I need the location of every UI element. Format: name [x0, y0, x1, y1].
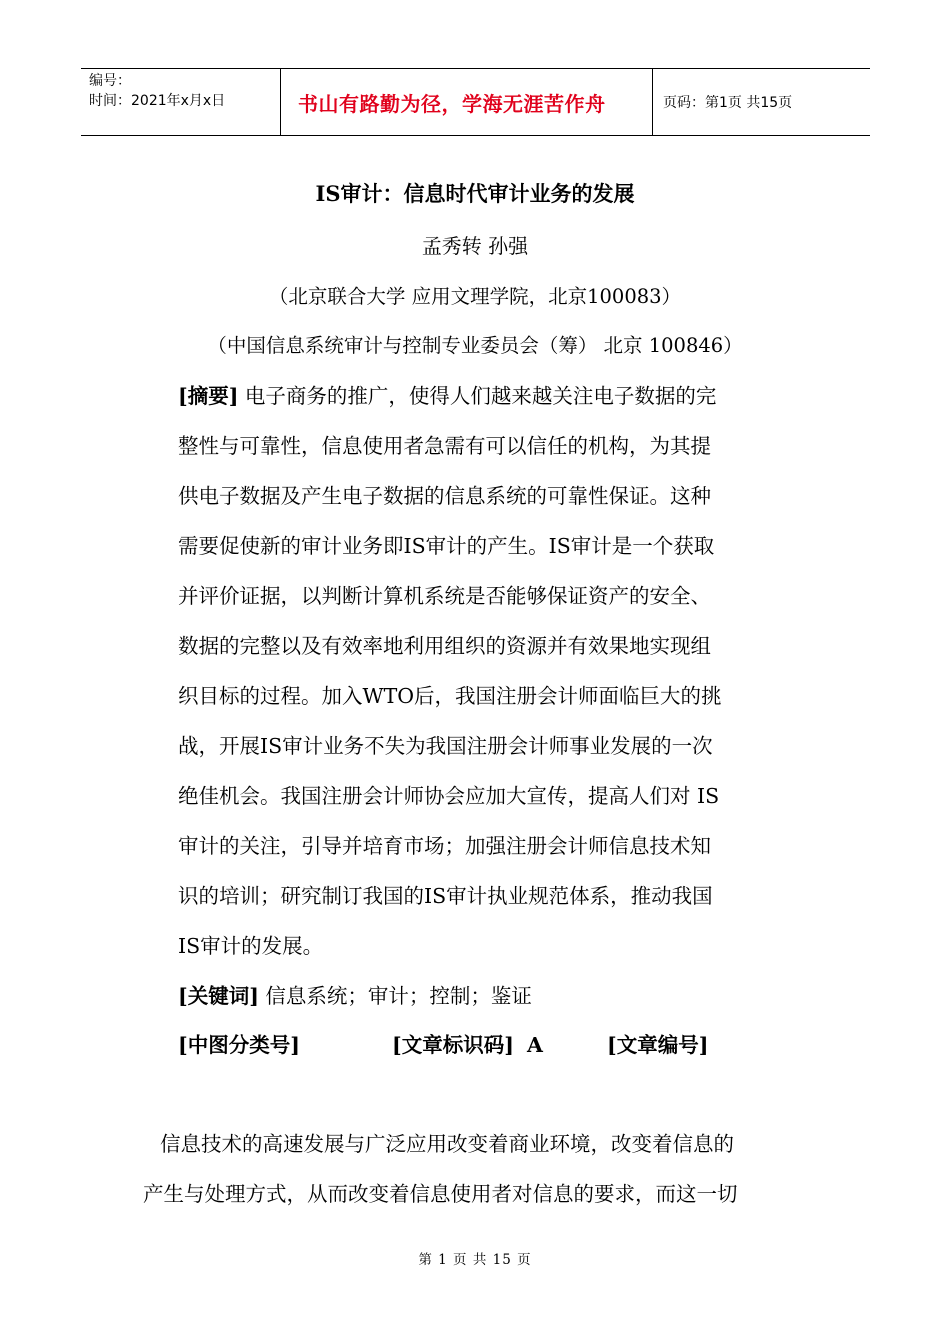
header-motto: 书山有路勤为径，学海无涯苦作舟 [298, 91, 606, 116]
header-page-cell [653, 69, 870, 135]
keywords-label: [关键词] [178, 984, 259, 1008]
body-line: 信息技术的高速发展与广泛应用改变着商业环境，改变着信息的 [160, 1132, 734, 1156]
abstract-line: 审计的关注，引导并培育市场；加强注册会计师信息技术知 [178, 834, 711, 858]
page-footer: 第 1 页 共 15 页 [418, 1252, 532, 1268]
body-line: 产生与处理方式，从而改变着信息使用者对信息的要求，而这一切 [143, 1182, 738, 1206]
header-number: 编号： [89, 73, 131, 89]
abstract-line: 识的培训；研究制订我国的IS审计执业规范体系，推动我国 [178, 884, 713, 908]
article-authors: 孟秀转 孙强 [421, 234, 529, 258]
abstract-line: 数据的完整以及有效率地利用组织的资源并有效果地实现组 [178, 634, 711, 658]
clc-label: [中图分类号] [178, 1033, 300, 1057]
abstract-line [178, 379, 716, 409]
abstract-line: 战，开展IS审计业务不失为我国注册会计师事业发展的一次 [178, 734, 713, 758]
abstract-line: 织目标的过程。加入WTO后，我国注册会计师面临巨大的挑 [178, 684, 722, 708]
page-header [81, 68, 870, 136]
abstract-line: 并评价证据，以判断计算机系统是否能够保证资产的安全、 [178, 584, 711, 608]
article-no-label: [文章编号] [607, 1033, 709, 1057]
article-title: IS审计：信息时代审计业务的发展 [315, 181, 635, 206]
header-time: 时间：2021年x月x日 [89, 93, 226, 109]
header-page-info: 页码：第1页 共15页 [663, 95, 793, 111]
abstract-line: 需要促使新的审计业务即IS审计的产生。IS审计是一个获取 [178, 534, 715, 558]
abstract-text: 电子商务的推广，使得人们越来越关注电子数据的完 [238, 384, 717, 408]
abstract-line: IS审计的发展。 [178, 934, 324, 958]
keywords-line [178, 979, 532, 1009]
affiliation-2: （中国信息系统审计与控制专业委员会（筹） 北京 100846） [207, 334, 743, 357]
abstract-label: [摘要] [178, 384, 239, 408]
doc-code-label: [文章标识码] [392, 1033, 514, 1057]
keywords-text: 信息系统；审计；控制；鉴证 [258, 984, 532, 1008]
affiliation-1: （北京联合大学 应用文理学院，北京100083） [268, 285, 682, 308]
doc-code-line [392, 1028, 543, 1058]
abstract-line: 绝佳机会。我国注册会计师协会应加大宣传，提高人们对 IS [178, 784, 720, 808]
header-motto-cell [281, 69, 653, 135]
doc-code-value: A [527, 1033, 543, 1057]
abstract-line: 整性与可靠性，信息使用者急需有可以信任的机构，为其提 [178, 434, 711, 458]
header-meta-cell [81, 69, 281, 135]
abstract-line: 供电子数据及产生电子数据的信息系统的可靠性保证。这种 [178, 484, 711, 508]
